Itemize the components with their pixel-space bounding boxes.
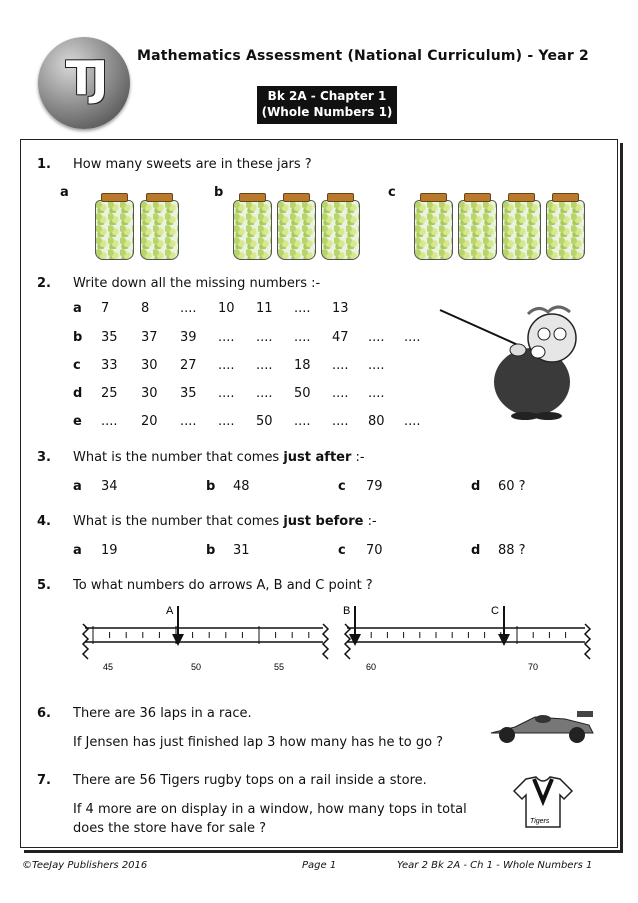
number-lines [75,598,605,678]
logo-text: TJ [65,51,103,105]
q4-number: 4. [37,514,51,529]
q1-label-a: a [60,185,69,200]
q3-label-b: b [206,479,216,494]
q4-value-a: 19 [101,543,118,558]
q2-row-label: c [73,358,81,373]
q3-label-a: a [73,479,82,494]
arrow-b [349,634,361,646]
q2-sequence-value: .... [256,330,273,345]
q4-label-d: d [471,543,481,558]
q3-value-a: 34 [101,479,118,494]
q3-text-bold: just after [283,450,352,465]
number-line-1 [83,605,328,672]
q4-text-bold: just before [283,514,364,529]
q2-sequence-value: 27 [180,358,197,373]
q6-line-1: There are 36 laps in a race. [73,706,252,721]
q4-label-c: c [338,543,346,558]
q3-text [73,450,365,465]
q4-value-b: 31 [233,543,250,558]
q2-sequence-value: 37 [141,330,158,345]
footer-chapter: Year 2 Bk 2A - Ch 1 - Whole Numbers 1 [397,860,593,871]
line2-tick-label-60: 60 [366,662,377,672]
q2-sequence-value: .... [294,330,311,345]
q2-sequence-value: 33 [101,358,118,373]
jar-c1 [414,200,453,260]
q2-sequence-value: .... [332,414,349,429]
arrow-a-label: A [166,605,174,617]
professor-illustration [420,300,600,420]
line1-tick-label-45: 45 [103,662,114,672]
q2-sequence-value: .... [218,414,235,429]
q7-line-2: If 4 more are on display in a window, how many tops in total [73,802,467,817]
shirt-label: Tigers [530,818,550,825]
q2-sequence-value: 10 [218,301,235,316]
q2-sequence-value: 13 [332,301,349,316]
line2-tick-label-70: 70 [528,662,539,672]
q2-row-label: a [73,301,82,316]
badge-line-1: Bk 2A - Chapter 1 [267,89,387,103]
q4-text-post: :- [363,514,377,529]
q2-sequence-value: .... [404,330,421,345]
teejay-logo [38,37,130,129]
q2-sequence-value: 11 [256,301,273,316]
rugby-shirt-illustration [512,775,574,829]
q2-sequence-value: 18 [294,358,311,373]
q2-sequence-value: .... [368,358,385,373]
q3-number: 3. [37,450,51,465]
q2-sequence-value: .... [218,358,235,373]
q3-value-c: 79 [366,479,383,494]
q2-sequence-value: .... [368,330,385,345]
jar-b3 [321,200,360,260]
q2-sequence-value: 25 [101,386,118,401]
q2-row-label: d [73,386,83,401]
q3-value-b: 48 [233,479,250,494]
q2-sequence-value: .... [256,358,273,373]
q4-value-d: 88 ? [498,543,526,558]
q6-line-2: If Jensen has just finished lap 3 how many has he to go ? [73,735,444,750]
q4-text [73,514,377,529]
footer-copyright: ©TeeJay Publishers 2016 [22,860,148,871]
q2-sequence-value: .... [368,386,385,401]
q2-sequence-value: 50 [294,386,311,401]
jar-c2 [458,200,497,260]
q2-sequence-value: .... [218,386,235,401]
arrow-c-label: C [491,605,499,617]
q4-text-pre: What is the number that comes [73,514,284,529]
q2-sequence-value: .... [180,414,197,429]
jar-b2 [277,200,316,260]
q5-text: To what numbers do arrows A, B and C point ? [73,578,373,593]
q2-sequence-value: .... [101,414,118,429]
q2-row-label: b [73,330,83,345]
q4-label-b: b [206,543,216,558]
q7-number: 7. [37,773,51,788]
q2-sequence-value: 35 [101,330,118,345]
q2-sequence-value: 47 [332,330,349,345]
arrow-a [172,634,184,646]
jar-a2 [140,200,179,260]
line1-tick-label-55: 55 [274,662,285,672]
q2-sequence-value: .... [332,358,349,373]
q6-number: 6. [37,706,51,721]
q2-sequence-value: .... [180,301,197,316]
q1-label-b: b [214,185,224,200]
q2-sequence-value: .... [218,330,235,345]
q2-sequence-value: 30 [141,358,158,373]
q3-text-post: :- [351,450,365,465]
page-title: Mathematics Assessment (National Curriculum) - Year 2 [137,48,589,64]
chapter-badge [257,86,397,124]
q2-text: Write down all the missing numbers :- [73,276,321,291]
q2-sequence-value: 30 [141,386,158,401]
q1-text: How many sweets are in these jars ? [73,157,312,172]
arrow-b-label: B [343,605,351,617]
q1-number: 1. [37,157,51,172]
jar-a1 [95,200,134,260]
q2-sequence-value: .... [294,301,311,316]
q3-text-pre: What is the number that comes [73,450,284,465]
line1-tick-label-50: 50 [191,662,202,672]
q3-label-d: d [471,479,481,494]
q2-sequence-value: .... [332,386,349,401]
q2-sequence-value: 50 [256,414,273,429]
q1-label-c: c [388,185,396,200]
q2-sequence-value: .... [294,414,311,429]
q2-sequence-value: 8 [141,301,150,316]
q2-sequence-value: 7 [101,301,110,316]
q2-sequence-value: 20 [141,414,158,429]
arrow-c [498,634,510,646]
q4-label-a: a [73,543,82,558]
jar-c4 [546,200,585,260]
number-line-2 [343,605,590,672]
jar-b1 [233,200,272,260]
q2-sequence-value: .... [404,414,421,429]
q5-number: 5. [37,578,51,593]
q2-row-label: e [73,414,82,429]
q7-line-1: There are 56 Tigers rugby tops on a rail inside a store. [73,773,427,788]
q2-sequence-value: 39 [180,330,197,345]
q4-value-c: 70 [366,543,383,558]
q2-number: 2. [37,276,51,291]
q3-value-d: 60 ? [498,479,526,494]
q2-sequence-value: .... [256,386,273,401]
footer-page: Page 1 [302,860,337,871]
badge-line-2: (Whole Numbers 1) [261,105,393,119]
jar-c3 [502,200,541,260]
racing-car-illustration [485,705,597,745]
q7-line-3: does the store have for sale ? [73,821,267,836]
q2-sequence-value: 80 [368,414,385,429]
q3-label-c: c [338,479,346,494]
q2-sequence-value: 35 [180,386,197,401]
